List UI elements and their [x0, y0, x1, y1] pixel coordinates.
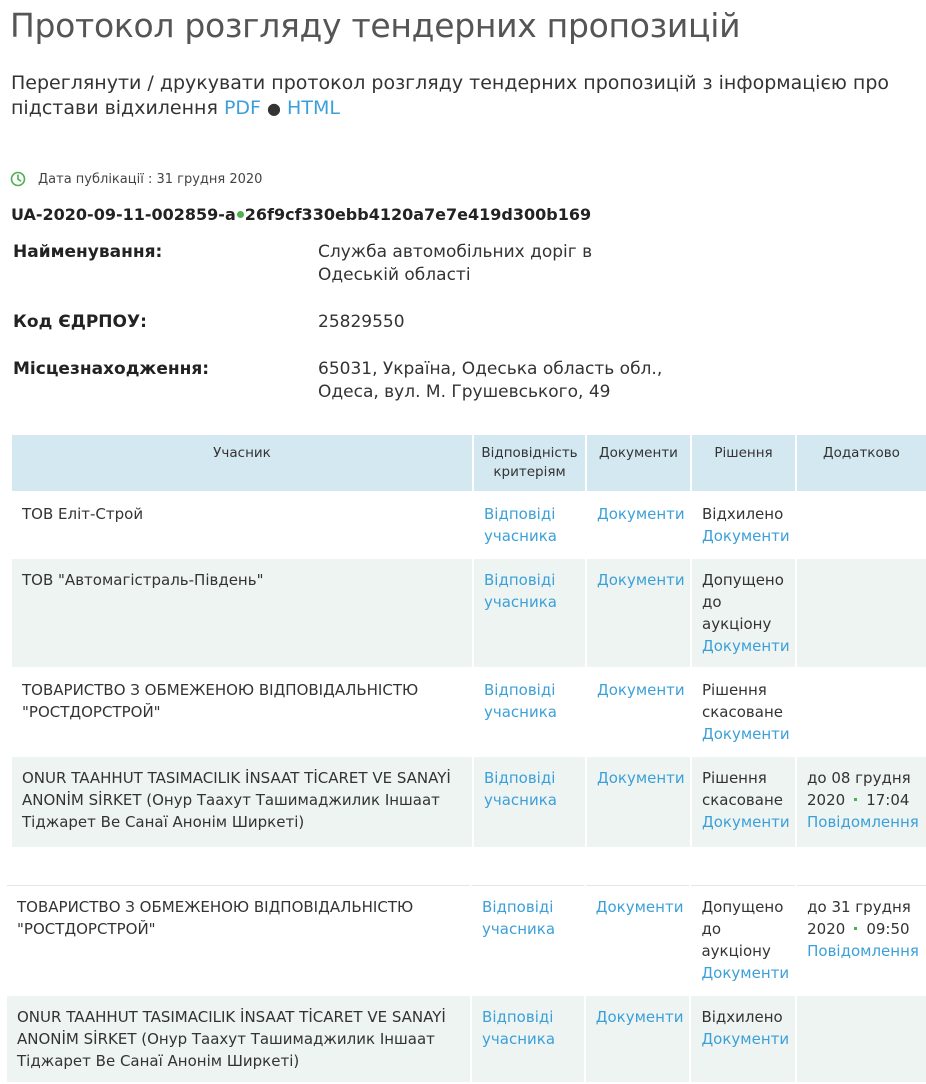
decision-status: Відхилено: [701, 1008, 783, 1026]
deadline-time: 17:04: [866, 791, 910, 809]
page-title: Протокол розгляду тендерних пропозицій: [10, 6, 741, 45]
tender-id: [11, 205, 591, 224]
tender-number: UA-2020-09-11-002859-a: [11, 205, 236, 224]
tender-hash: 26f9cf330ebb4120a7e7e419d300b169: [244, 205, 592, 224]
qualification-table-continued: [5, 883, 926, 1084]
participant-name: ТОВАРИСТВО З ОБМЕЖЕНОЮ ВІДПОВІДАЛЬНІСТЮ "РОСТДОРСТРОЙ": [12, 669, 472, 755]
header-extra: Додатково: [797, 435, 926, 491]
criteria-link[interactable]: Відповіді учасника: [482, 1008, 556, 1048]
decision-status: Відхилено: [702, 505, 784, 523]
extra-cell: [797, 885, 926, 994]
documents-link[interactable]: Документи: [595, 1008, 684, 1026]
info-value: 65031, Україна, Одеська область обл., Одеса, вул. М. Грушевського, 49: [318, 359, 663, 402]
table-row: [7, 996, 926, 1082]
decision-documents-link[interactable]: Документи: [702, 813, 790, 831]
criteria-link[interactable]: Відповіді учасника: [484, 681, 557, 721]
header-criteria: Відповідність критеріям: [474, 435, 585, 491]
table-row: [12, 669, 926, 755]
qualification-table: [10, 433, 926, 849]
table-header: [12, 435, 926, 491]
info-key: Місцезнаходження:: [13, 359, 210, 379]
decision-status: Допущено до аукціону: [701, 898, 784, 960]
separator-dot: [854, 927, 857, 930]
decision-documents-link[interactable]: Документи: [702, 637, 790, 655]
deadline-date: до 08 грудня 2020: [807, 769, 911, 809]
criteria-link[interactable]: Відповіді учасника: [484, 571, 557, 611]
criteria-link[interactable]: Відповіді учасника: [484, 505, 557, 545]
table-row: [12, 493, 926, 557]
participant-name: ТОВ "Автомагістраль-Південь": [12, 559, 472, 667]
participant-name: ONUR TAAHHUT TASIMACILIK İNSAAT TİCARET VE SANAYİ ANONİM SİRKET (Онур Таахут Ташимаджилик Іншаат Тіджарет Ве Санаї Анонім Ширкеті): [12, 757, 472, 847]
criteria-link[interactable]: Відповіді учасника: [484, 769, 557, 809]
extra-cell: [797, 493, 926, 557]
extra-cell: [797, 996, 926, 1082]
info-key: Найменування:: [13, 242, 163, 262]
documents-link[interactable]: Документи: [597, 571, 685, 589]
decision-status: Рішення скасоване: [702, 769, 783, 809]
documents-link[interactable]: Документи: [595, 898, 684, 916]
publication-date: [10, 171, 262, 187]
deadline-time: 09:50: [866, 920, 910, 938]
participant-name: ONUR TAAHHUT TASIMACILIK İNSAAT TİCARET VE SANAYİ ANONİM SİRKET (Онур Таахут Ташимаджилик Іншаат Тіджарет Ве Санаї Анонім Ширкеті): [7, 996, 470, 1082]
documents-link[interactable]: Документи: [597, 505, 685, 523]
subtitle: [11, 71, 891, 121]
info-key: Код ЄДРПОУ:: [13, 312, 147, 332]
decision-documents-link[interactable]: Документи: [701, 964, 790, 982]
extra-cell: [797, 669, 926, 755]
header-decision: Рішення: [692, 435, 795, 491]
decision-documents-link[interactable]: Документи: [701, 1030, 790, 1048]
participant-name: ТОВ Еліт-Строй: [12, 493, 472, 557]
notification-link[interactable]: Повідомлення: [807, 942, 919, 960]
html-link[interactable]: HTML: [287, 97, 340, 119]
criteria-link[interactable]: Відповіді учасника: [482, 898, 556, 938]
deadline-date: до 31 грудня 2020: [807, 898, 911, 938]
bullet-separator: ●: [267, 99, 281, 118]
table-row: [7, 885, 926, 994]
participant-name: ТОВАРИСТВО З ОБМЕЖЕНОЮ ВІДПОВІДАЛЬНІСТЮ "РОСТДОРСТРОЙ": [7, 885, 470, 994]
extra-cell: [797, 559, 926, 667]
info-value: 25829550: [318, 312, 405, 332]
header-docs: Документи: [587, 435, 690, 491]
info-value: Служба автомобільних доріг в Одеській області: [318, 242, 593, 285]
decision-status: Рішення скасоване: [702, 681, 783, 721]
publication-date-label: Дата публікації : 31 грудня 2020: [38, 171, 263, 187]
extra-cell: [797, 757, 926, 847]
table-row: [12, 559, 926, 667]
decision-status: Допущено до аукціону: [702, 571, 784, 633]
documents-link[interactable]: Документи: [597, 681, 685, 699]
separator-dot: [854, 798, 857, 801]
separator-dot: [237, 211, 244, 218]
header-participant: Учасник: [12, 435, 472, 491]
subtitle-text: Переглянути / друкувати протокол розгляду тендерних пропозицій з інформацією про підстави відхилення: [11, 72, 890, 119]
table-row: [12, 757, 926, 847]
clock-icon: [10, 171, 26, 187]
decision-documents-link[interactable]: Документи: [702, 527, 790, 545]
pdf-link[interactable]: PDF: [223, 97, 261, 119]
documents-link[interactable]: Документи: [597, 769, 685, 787]
decision-documents-link[interactable]: Документи: [702, 725, 790, 743]
notification-link[interactable]: Повідомлення: [807, 813, 919, 831]
